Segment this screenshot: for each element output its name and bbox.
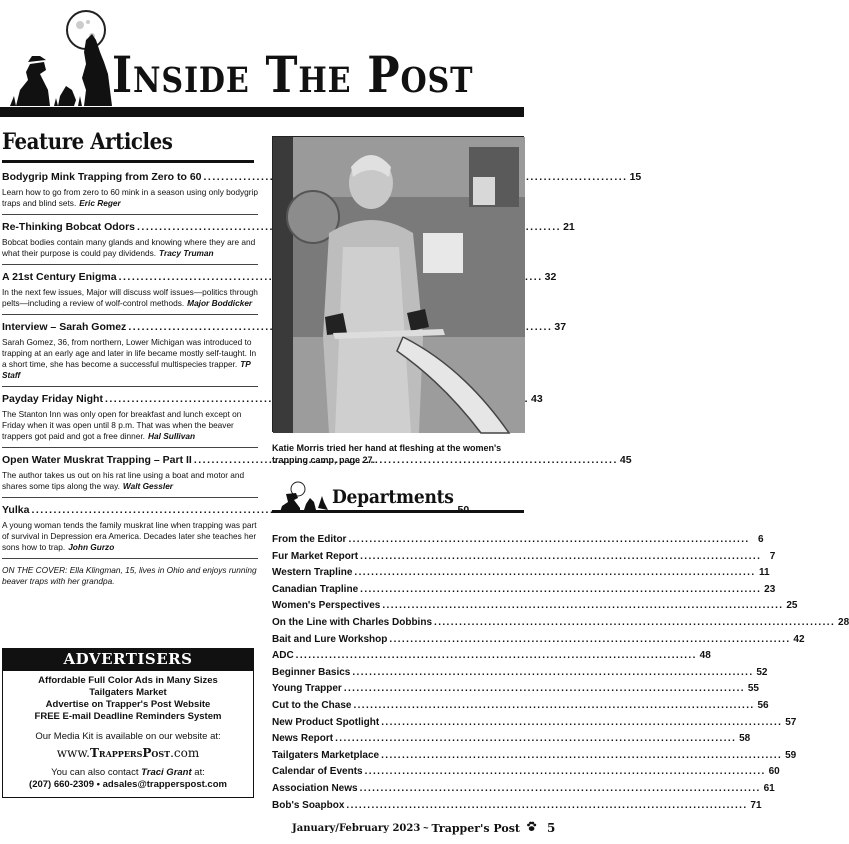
leader-dots — [354, 565, 755, 582]
leader-dots — [360, 582, 761, 599]
department-label: Tailgaters Marketplace — [272, 749, 380, 761]
website-prefix: www. — [56, 746, 90, 760]
department-item[interactable] — [272, 764, 780, 781]
department-page: 42 — [793, 633, 805, 645]
department-label: Bob's Soapbox — [272, 799, 345, 811]
article-heading — [2, 221, 575, 234]
wolf-silhouette-icon — [82, 34, 112, 106]
department-page: 58 — [739, 733, 751, 745]
article-page: 37 — [554, 321, 567, 333]
department-item[interactable] — [272, 681, 759, 698]
leader-dots — [296, 648, 697, 665]
department-item[interactable] — [272, 598, 798, 615]
department-label: New Product Spotlight — [272, 716, 380, 728]
article-author: John Gurzo — [68, 542, 115, 552]
department-item[interactable] — [272, 798, 762, 815]
department-page: 7 — [769, 550, 776, 562]
department-label: ADC — [272, 650, 294, 662]
article-description: The author takes us out on his rat line using a boat and motor and shares some tips along the way. — [2, 470, 245, 491]
leader-dots — [389, 632, 790, 649]
media-kit-text: Our Media Kit is available on our website at: — [35, 731, 221, 742]
department-page: 55 — [747, 683, 759, 695]
advert-line: Tailgaters Market — [89, 687, 167, 698]
department-page: 52 — [756, 666, 768, 678]
department-item[interactable] — [272, 731, 751, 748]
department-page: 11 — [758, 567, 770, 579]
advertisers-heading: ADVERTISERS — [2, 648, 254, 671]
cover-note: ON THE COVER: Ella Klingman, 15, lives in Ohio and enjoys running beaver traps with her grandpa. — [2, 565, 257, 586]
department-page: 6 — [758, 534, 764, 545]
website-name: TrappersPost — [90, 746, 171, 760]
departments-header — [272, 480, 524, 514]
departments-heading: Departments — [332, 486, 454, 508]
department-label: Young Trapper — [272, 683, 342, 695]
article-summary — [2, 520, 258, 553]
department-label: Calendar of Events — [272, 766, 363, 778]
department-label: On the Line with Charles Dobbins — [272, 616, 433, 628]
department-page: 61 — [763, 782, 775, 794]
article-summary — [2, 337, 258, 381]
leader-dots — [346, 798, 747, 815]
department-item[interactable] — [272, 781, 775, 798]
article-title: Payday Friday Night — [2, 393, 103, 405]
article-title: Bodygrip Mink Trapping from Zero to 60 — [2, 171, 202, 183]
masthead-rule — [0, 107, 524, 117]
article-heading — [2, 393, 543, 406]
article-title: Interview – Sarah Gomez — [2, 321, 127, 333]
department-page: 48 — [699, 650, 711, 662]
feature-photo — [272, 136, 524, 432]
article-heading — [2, 171, 642, 184]
leader-dots — [360, 781, 761, 798]
department-item[interactable] — [272, 582, 776, 599]
article-title: A 21st Century Enigma — [2, 271, 117, 283]
article-summary — [2, 237, 258, 259]
article-entry[interactable] — [2, 504, 258, 559]
page-number: 5 — [547, 821, 556, 835]
contact-phone-email[interactable]: (207) 660-2309 • adsales@trapperspost.com — [29, 779, 227, 790]
article-page: 32 — [544, 271, 557, 283]
fox-silhouette-icon — [58, 86, 76, 106]
leader-dots — [348, 532, 749, 549]
photo-caption: Katie Morris tried her hand at fleshing at the women's trapping camp, page 27. — [272, 443, 502, 465]
department-label: Western Trapline — [272, 567, 353, 579]
article-description: A young woman tends the family muskrat line when trapping was part of survival in Depression era America. Decades later she teaches her sons how to trap. — [2, 520, 257, 552]
department-item[interactable] — [272, 565, 770, 582]
article-author: Hal Sullivan — [148, 431, 196, 441]
article-heading — [2, 504, 258, 517]
photo-illustration — [273, 137, 525, 433]
paw-print-icon — [526, 821, 537, 835]
article-page: 43 — [531, 393, 543, 405]
contact-name: Traci Grant — [141, 767, 192, 778]
magazine-name: Trapper's Post — [431, 821, 521, 835]
department-label: From the Editor — [272, 534, 347, 545]
department-label: Women's Perspectives — [272, 600, 381, 612]
department-page: 71 — [750, 799, 762, 811]
article-author: TP Staff — [2, 359, 251, 380]
department-item[interactable] — [272, 632, 805, 649]
contact-intro: You can also contact — [51, 767, 139, 778]
article-description: In the next few issues, Major will discuss wolf issues—politics through pelts—including a review of wolf-control methods. — [2, 287, 258, 308]
leader-dots — [353, 698, 754, 715]
article-entry[interactable] — [2, 321, 567, 387]
article-author: Walt Gessler — [122, 481, 174, 491]
department-label: Association News — [272, 782, 358, 794]
department-label: Cut to the Chase — [272, 699, 352, 711]
article-title: Open Water Muskrat Trapping – Part II — [2, 454, 192, 466]
department-item[interactable] — [272, 715, 797, 732]
department-label: Fur Market Report — [272, 550, 359, 562]
article-heading — [2, 271, 557, 284]
department-label: Bait and Lure Workshop — [272, 633, 388, 645]
article-author: Eric Reger — [79, 198, 121, 208]
article-summary — [2, 187, 258, 209]
advert-line: Advertise on Trapper's Post Website — [45, 699, 211, 710]
department-label: News Report — [272, 733, 334, 745]
departments-list — [272, 532, 849, 814]
leader-dots — [365, 764, 766, 781]
department-label: Beginner Basics — [272, 666, 351, 678]
article-description: Learn how to go from zero to 60 mink in a season using only bodygrip traps and blind sets. — [2, 187, 258, 208]
department-page: 25 — [786, 600, 798, 612]
leader-dots — [335, 731, 736, 748]
issue-date: January/February 2023 — [292, 822, 421, 834]
department-item[interactable] — [272, 615, 849, 632]
advertisers-box — [2, 648, 254, 798]
article-page: 15 — [629, 171, 642, 183]
article-title: Re-Thinking Bobcat Odors — [2, 221, 136, 233]
article-entry[interactable] — [2, 393, 543, 448]
department-item[interactable] — [272, 698, 769, 715]
department-page: 28 — [838, 616, 849, 628]
leader-dots — [381, 715, 782, 732]
advertisers-content — [2, 671, 254, 798]
article-author: Major Boddicker — [187, 298, 253, 308]
article-description: Bobcat bodies contain many glands and knowing where they are and what their purpose is could pay dividends. — [2, 237, 256, 258]
article-summary — [2, 287, 258, 309]
article-page: 21 — [563, 221, 575, 233]
department-item[interactable] — [272, 532, 764, 549]
department-page: 56 — [757, 699, 769, 711]
department-page: 57 — [785, 716, 797, 728]
leader-dots — [360, 549, 761, 566]
department-page: 23 — [764, 583, 776, 595]
leader-dots — [352, 665, 753, 682]
department-item[interactable] — [272, 748, 797, 765]
contact-text — [7, 767, 249, 779]
masthead-title: Inside The Post — [112, 45, 474, 104]
website-suffix: .com — [170, 746, 200, 760]
masthead — [0, 0, 546, 122]
article-author: Tracy Truman — [159, 248, 214, 258]
article-entry[interactable] — [2, 221, 575, 265]
article-summary — [2, 470, 258, 492]
advert-line: Affordable Full Color Ads in Many Sizes — [38, 675, 218, 686]
department-page: 59 — [785, 749, 797, 761]
leader-dots — [382, 598, 783, 615]
department-page: 60 — [768, 766, 780, 778]
feature-articles-rule — [2, 160, 254, 163]
article-description: The Stanton Inn was only open for breakfast and lunch except on Friday when it was open until 8 p.m. That was when the beaver trappers got paid and got a free dinner. — [2, 409, 242, 441]
leader-dots — [344, 681, 745, 698]
article-title: Yulka — [2, 504, 30, 516]
department-item[interactable] — [272, 665, 768, 682]
department-item[interactable] — [272, 549, 776, 566]
leader-dots — [434, 615, 835, 632]
contact-suffix: at: — [194, 767, 205, 778]
feature-articles-heading: Feature Articles — [2, 129, 173, 155]
article-entry[interactable] — [2, 171, 642, 215]
article-entry[interactable] — [2, 271, 557, 315]
department-item[interactable] — [272, 648, 711, 665]
trapper-silhouette-icon — [272, 480, 330, 512]
advert-line: FREE E-mail Deadline Reminders System — [34, 711, 222, 722]
departments-rule — [272, 510, 524, 513]
article-heading — [2, 321, 567, 334]
article-page: 45 — [619, 454, 632, 466]
department-label: Canadian Trapline — [272, 583, 359, 595]
page-footer — [292, 820, 556, 836]
leader-dots — [381, 748, 782, 765]
article-summary — [2, 409, 258, 442]
footer-separator: ~ — [423, 823, 429, 833]
website-link[interactable] — [7, 745, 249, 761]
article-description: Sarah Gomez, 36, from northern, Lower Michigan was introduced to trapping at an early age and later in life became mostly self-taught. In a short time, she has become a successful multispecies trapper. — [2, 337, 257, 369]
